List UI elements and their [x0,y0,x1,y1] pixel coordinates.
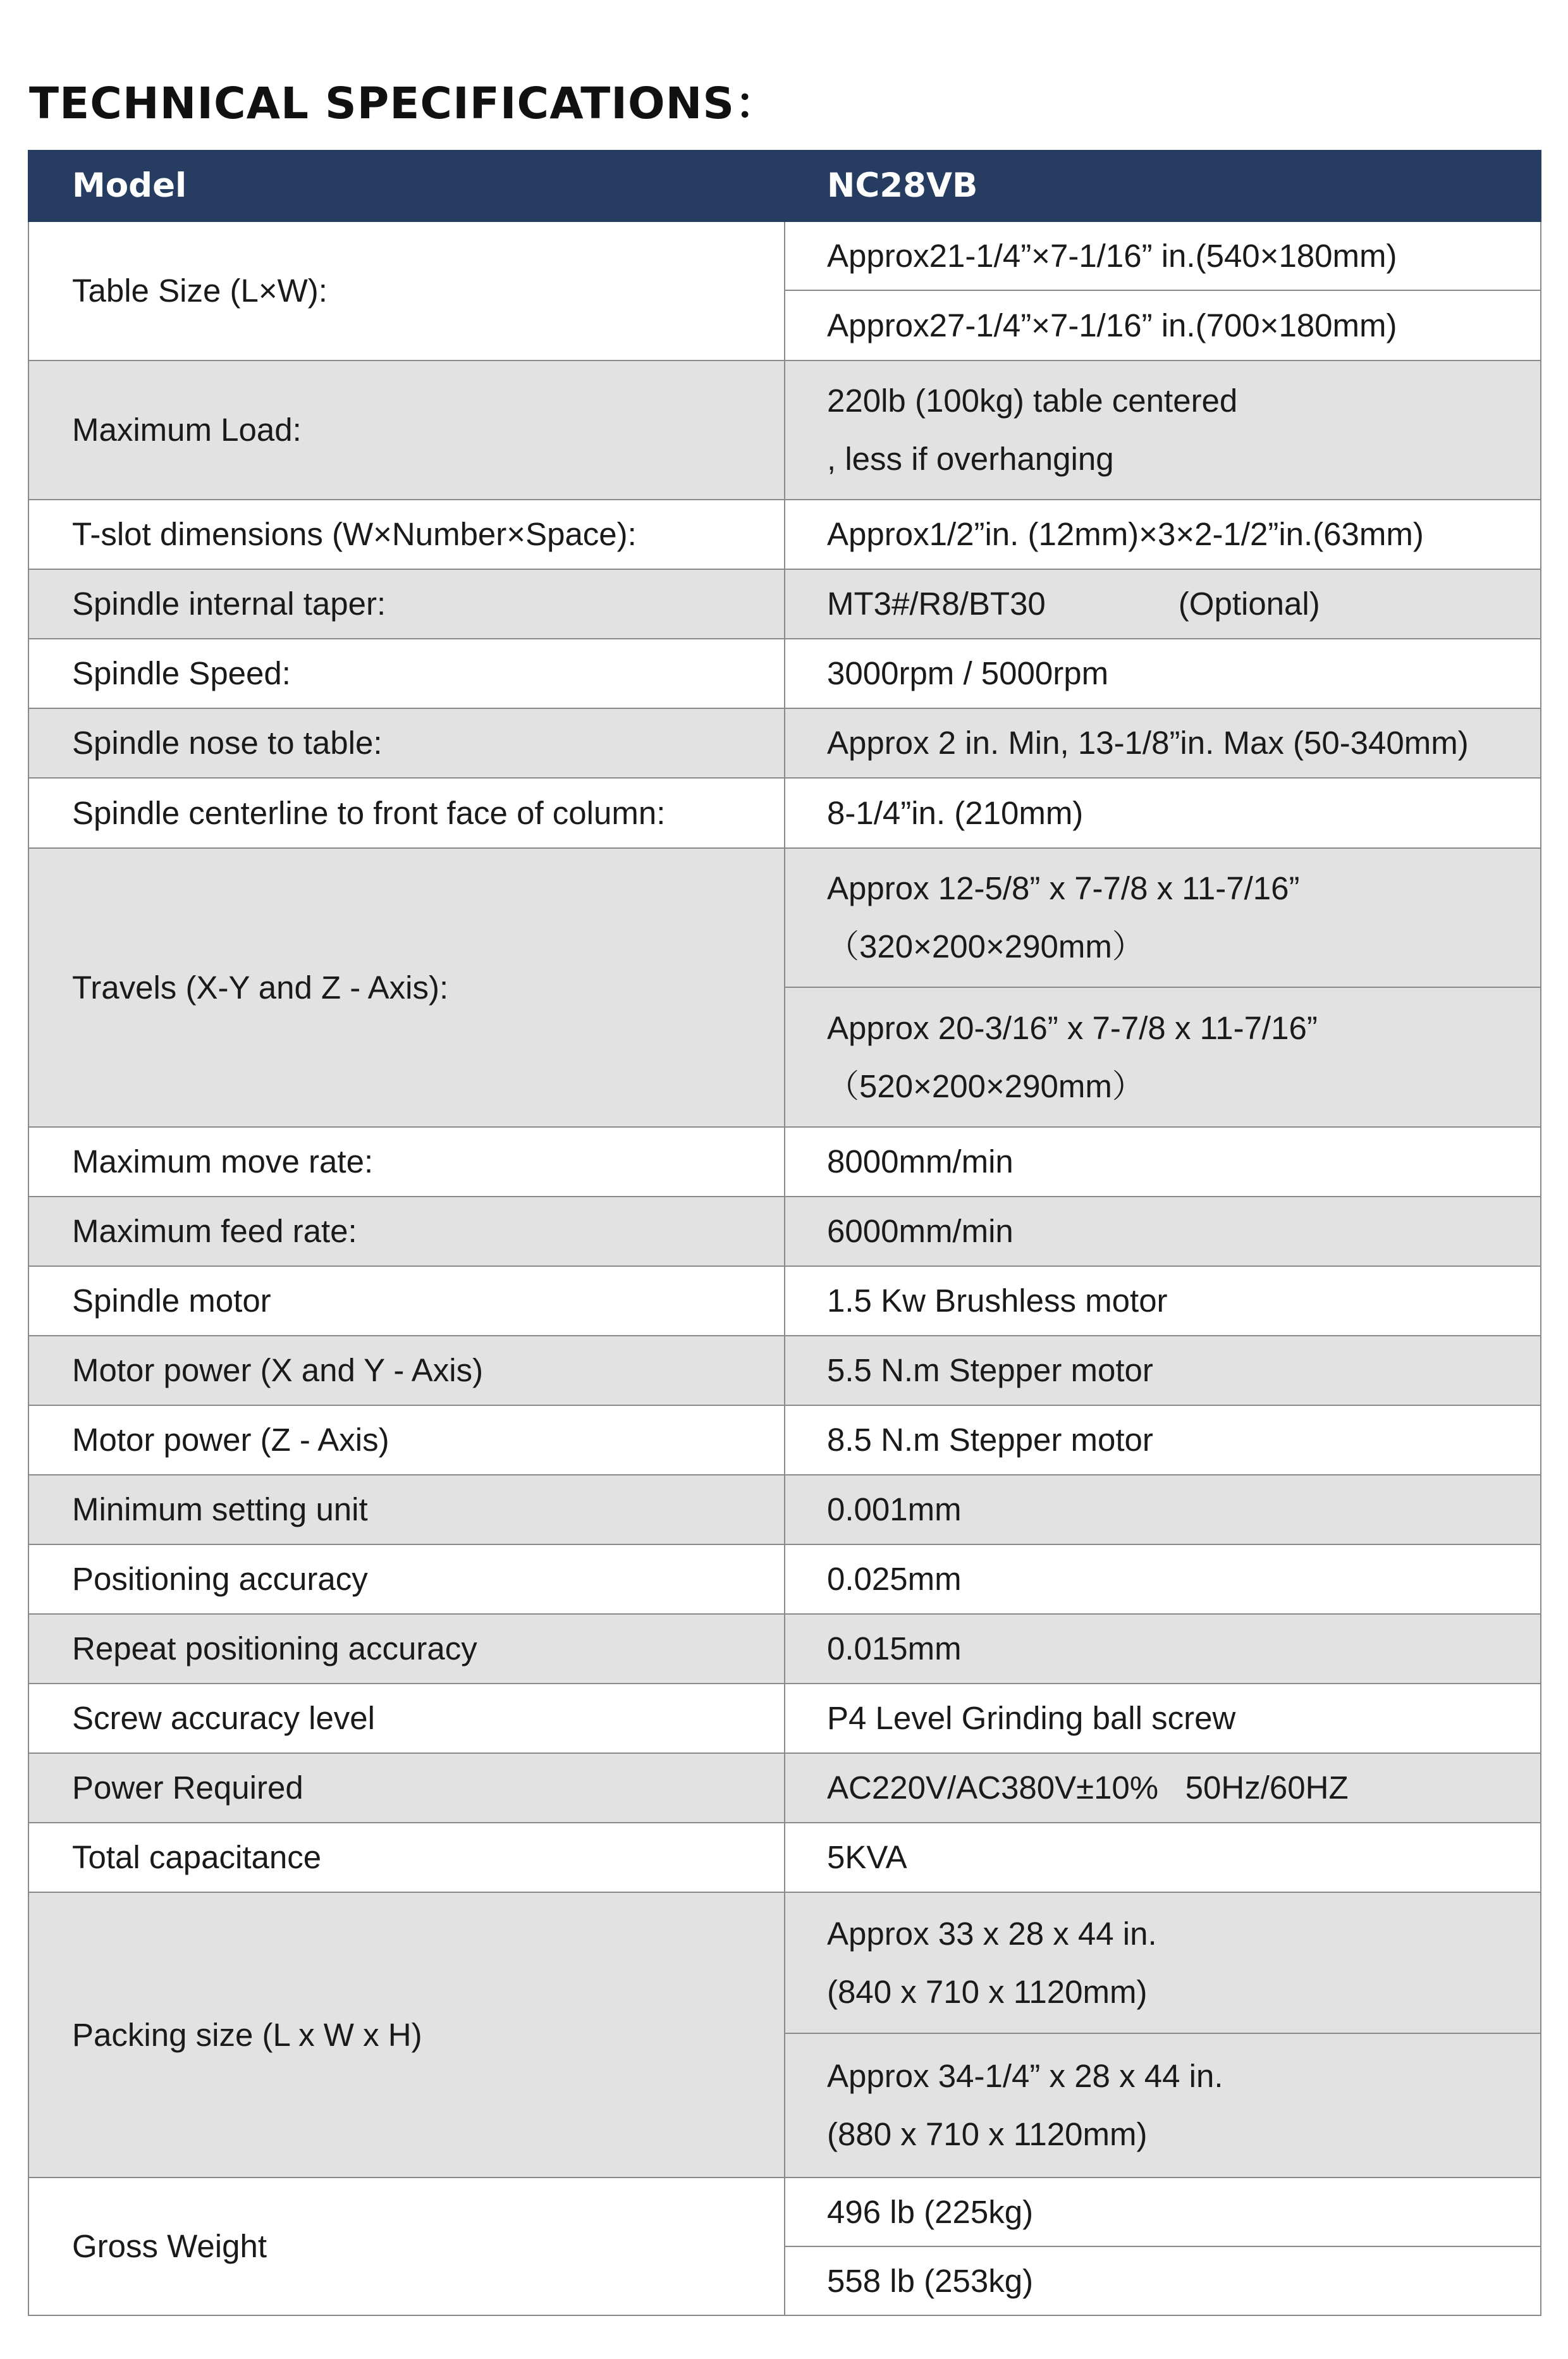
spec-value-line: , less if overhanging [827,441,1114,477]
table-row [28,2177,1541,2246]
table-row [28,1336,1541,1405]
spec-value: 496 lb (225kg) [785,2177,1541,2246]
table-row [28,569,1541,639]
spec-value-line: (880 x 710 x 1120mm) [827,2116,1148,2152]
table-row [28,1892,1541,2033]
spec-value: 0.001mm [785,1475,1541,1544]
spec-label: T-slot dimensions (W×Number×Space): [28,500,785,569]
spec-value: 5.5 N.m Stepper motor [785,1336,1541,1405]
spec-label: Maximum feed rate: [28,1197,785,1266]
spec-value [785,360,1541,500]
spec-label: Total capacitance [28,1823,785,1892]
spec-value [785,1892,1541,2033]
spec-value-line: Approx 34-1/4” x 28 x 44 in. [827,2058,1223,2094]
spec-label: Minimum setting unit [28,1475,785,1544]
table-row [28,1614,1541,1684]
spec-value: P4 Level Grinding ball screw [785,1684,1541,1753]
table-row [28,639,1541,708]
spec-value: Approx1/2”in. (12mm)×3×2-1/2”in.(63mm) [785,500,1541,569]
spec-value: AC220V/AC380V±10% 50Hz/60HZ [785,1753,1541,1823]
spec-label: Spindle internal taper: [28,569,785,639]
spec-label: Motor power (X and Y - Axis) [28,1336,785,1405]
spec-label: Table Size (L×W): [28,221,785,360]
spec-value-note: (Optional) [1178,586,1320,622]
table-row [28,1684,1541,1753]
spec-value [785,848,1541,987]
table-row [28,1197,1541,1266]
table-row [28,1544,1541,1614]
spec-label: Spindle centerline to front face of column: [28,778,785,848]
table-row [28,708,1541,778]
spec-value-line: （520×200×290mm） [827,1068,1144,1104]
spec-value: 1.5 Kw Brushless motor [785,1266,1541,1336]
table-row [28,1405,1541,1475]
spec-label: Maximum Load: [28,360,785,500]
spec-label: Travels (X-Y and Z - Axis): [28,848,785,1127]
spec-label: Spindle motor [28,1266,785,1336]
spec-table [28,150,1541,2316]
spec-value-line: Approx 20-3/16” x 7-7/8 x 11-7/16” [827,1009,1318,1046]
spec-label: Screw accuracy level [28,1684,785,1753]
page-title: TECHNICAL SPECIFICATIONS： [29,78,780,129]
spec-label: Repeat positioning accuracy [28,1614,785,1684]
spec-label: Gross Weight [28,2177,785,2315]
spec-value: 8.5 N.m Stepper motor [785,1405,1541,1475]
table-row [28,360,1541,500]
spec-value-line: Approx 12-5/8” x 7-7/8 x 11-7/16” [827,870,1300,906]
spec-value-line: 220lb (100kg) table centered [827,383,1238,419]
spec-value: Approx27-1/4”×7-1/16” in.(700×180mm) [785,290,1541,360]
spec-value [785,2033,1541,2177]
spec-value: 0.015mm [785,1614,1541,1684]
spec-label: Motor power (Z - Axis) [28,1405,785,1475]
spec-label: Spindle Speed: [28,639,785,708]
spec-value: 3000rpm / 5000rpm [785,639,1541,708]
table-row [28,500,1541,569]
spec-value: Approx21-1/4”×7-1/16” in.(540×180mm) [785,221,1541,290]
spec-value: 5KVA [785,1823,1541,1892]
spec-value: 8000mm/min [785,1127,1541,1197]
spec-label: Power Required [28,1753,785,1823]
table-row [28,1823,1541,1892]
spec-value [785,987,1541,1127]
spec-value: 0.025mm [785,1544,1541,1614]
spec-label: Maximum move rate: [28,1127,785,1197]
spec-label: Spindle nose to table: [28,708,785,778]
spec-value: 558 lb (253kg) [785,2246,1541,2315]
spec-label: Packing size (L x W x H) [28,1892,785,2177]
spec-value: Approx 2 in. Min, 13-1/8”in. Max (50-340mm) [785,708,1541,778]
spec-value-text: MT3#/R8/BT30 [827,586,1046,622]
header-model-value: NC28VB [785,151,1541,221]
table-row [28,221,1541,290]
spec-label: Positioning accuracy [28,1544,785,1614]
spec-value-line: (840 x 710 x 1120mm) [827,1973,1148,2010]
spec-value [785,569,1541,639]
table-header-row [28,151,1541,221]
table-row [28,1266,1541,1336]
header-label: Model [28,151,785,221]
spec-value: 6000mm/min [785,1197,1541,1266]
table-row [28,1475,1541,1544]
table-row [28,848,1541,987]
table-row [28,1753,1541,1823]
spec-value: 8-1/4”in. (210mm) [785,778,1541,848]
spec-value-line: Approx 33 x 28 x 44 in. [827,1915,1157,1952]
table-row [28,778,1541,848]
table-row [28,1127,1541,1197]
spec-value-line: （320×200×290mm） [827,928,1144,964]
